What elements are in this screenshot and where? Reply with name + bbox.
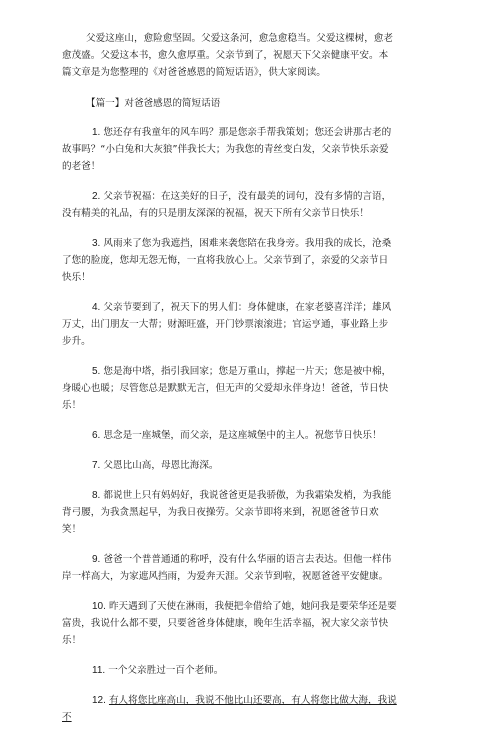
list-item (62, 692, 397, 726)
item-text: 昨天遇到了天使在淋雨，我便把伞借给了她，她问我是要荣华还是要富贵，我说什么都不要，只要爸爸身体健康，晚年生活幸福，祝大家父亲节快乐！ (62, 601, 397, 646)
item-text: 爸爸一个普普通通的称呼，没有什么华丽的语言去表达。但他一样伟岸一样高大，为家遮风挡雨，为爱奔天涯。父亲节到啦，祝愿爸爸平安健康。 (62, 554, 392, 582)
list-item (62, 188, 397, 222)
item-number: 2. (92, 191, 101, 202)
section-title: 【篇一】对爸爸感恩的简短话语 (86, 98, 221, 109)
item-number: 4. (92, 302, 101, 313)
list-item (62, 427, 397, 444)
item-text: 有人将您比座高山，我说不他比山还要高，有人将您比做大海，我说不 (62, 695, 397, 723)
item-text: 父亲节要到了，祝天下的男人们：身体健康，在家老婆喜洋洋；雄风万丈，出门朋友一大帮；财源旺盛，开门钞票滚滚进；官运亨通，事业路上步步升。 (62, 302, 392, 347)
list-item (62, 598, 397, 649)
list-item (62, 299, 397, 350)
item-text: 父亲节祝福：在这美好的日子，没有最美的词句，没有多情的言语，没有精美的礼品，有的只是朋友深深的祝福，祝天下所有父亲节日快乐！ (62, 191, 392, 219)
list-item (62, 363, 397, 414)
item-number: 9. (92, 554, 101, 565)
list-item (62, 551, 397, 585)
item-text: 思念是一座城堡，而父亲，是这座城堡中的主人。祝您节日快乐！ (103, 430, 382, 441)
list-item (62, 487, 397, 538)
item-number: 7. (92, 460, 101, 471)
list-item (62, 457, 397, 474)
item-text: 都说世上只有妈妈好，我说爸爸更是我骄傲，为我霜染发梢，为我能背弓腰，为我贪黑起早，为我日夜操劳。父亲节即将来到，祝愿爸爸节日欢笑！ (62, 490, 392, 535)
list-item (62, 662, 397, 679)
item-text: 父恩比山高，母恩比海深。 (103, 460, 219, 471)
list-item (62, 124, 397, 175)
list-item (62, 235, 397, 286)
item-number: 1. (92, 127, 101, 138)
item-number: 10. (92, 601, 106, 612)
intro-paragraph: 父爱这座山，愈险愈坚固。父爱这条河，愈急愈稳当。父爱这棵树，愈老愈茂盛。父爱这本书，愈久愈厚重。父亲节到了，祝愿天下父亲健康平安。本篇文章是为您整理的《对爸爸感恩的简短话语》，供大家阅读。 (62, 33, 393, 78)
item-text: 您是海中塔，指引我回家；您是万重山，撑起一片天；您是被中棉，身暖心也暖；尽管您总是默默无言，但无声的父爱却永伴身边！爸爸，节日快乐！ (62, 366, 392, 411)
item-text: 风雨来了您为我遮挡，困难来袭您陪在我身旁。我用我的成长，沧桑了您的脸庞，您却无怨无悔，一直将我放心上。父亲节到了，亲爱的父亲节日快乐！ (62, 238, 392, 283)
item-text: 您还存有我童年的风车吗？那是您亲手帮我策划；您还会讲那古老的故事吗？“小白兔和大灰狼”伴我长大；为我您的青丝变白发，父亲节快乐亲爱的老爸！ (62, 127, 392, 172)
item-number: 3. (92, 238, 101, 249)
item-number: 11. (92, 665, 106, 676)
item-text: 一个父亲胜过一百个老师。 (108, 665, 224, 676)
item-number: 12. (92, 695, 106, 706)
document-body (62, 30, 397, 739)
item-number: 5. (92, 366, 101, 377)
item-number: 6. (92, 430, 101, 441)
item-number: 8. (92, 490, 101, 501)
